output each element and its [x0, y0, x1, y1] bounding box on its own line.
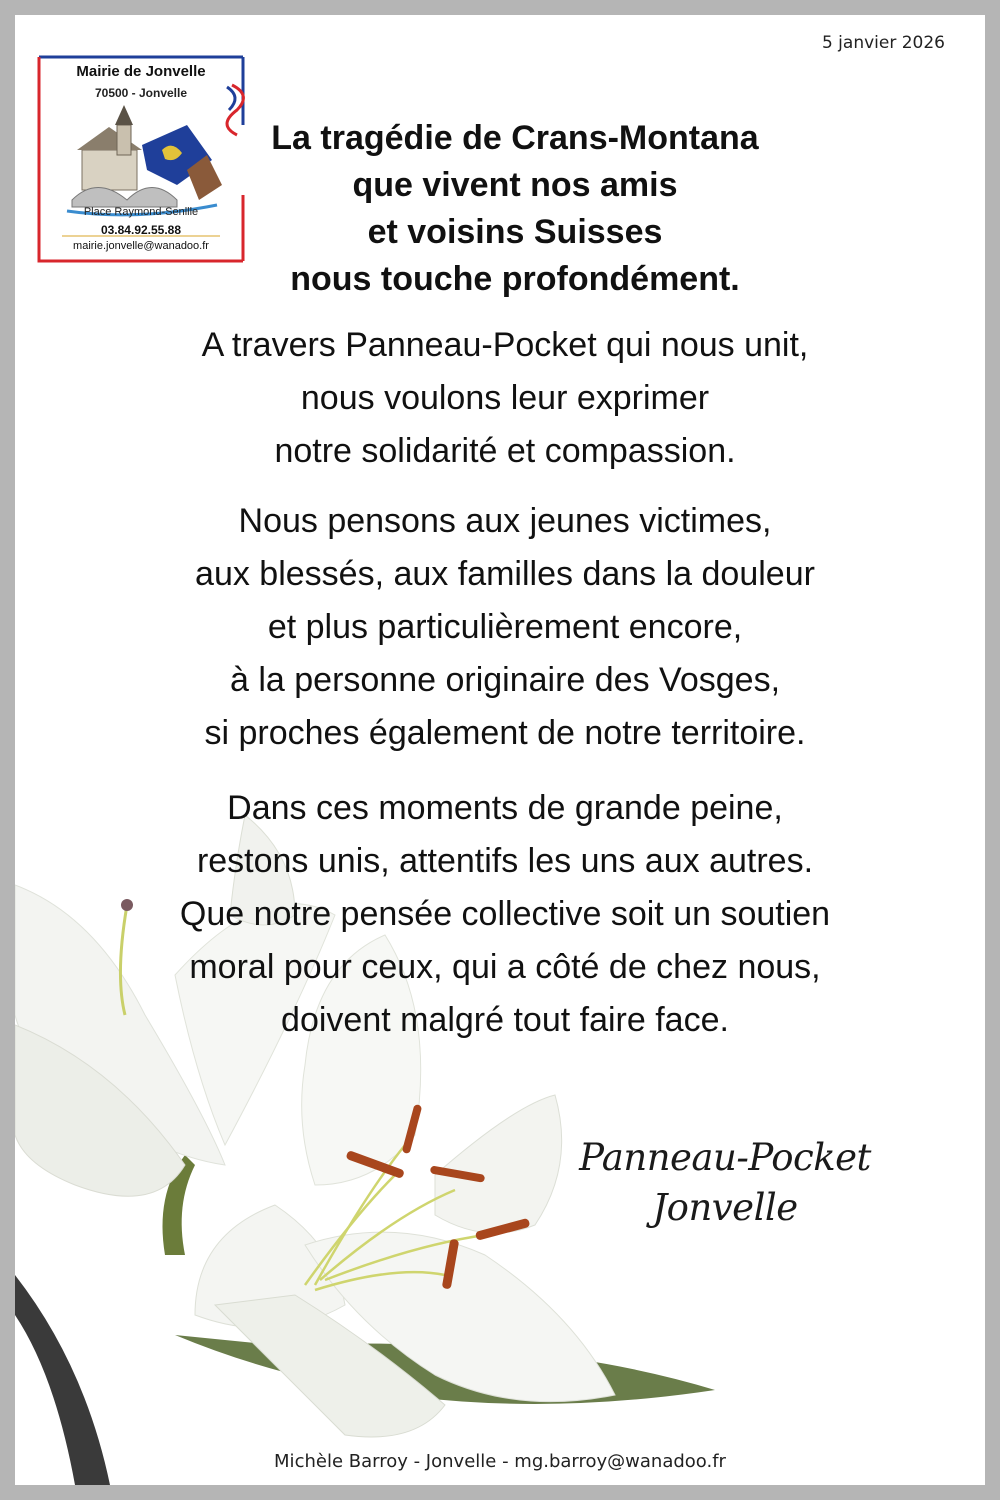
- text-line: aux blessés, aux familles dans la douleur: [195, 555, 815, 593]
- text-line: notre solidarité et compassion.: [274, 432, 736, 470]
- paragraph-victims: [95, 495, 915, 760]
- logo-title: Mairie de Jonvelle: [76, 63, 206, 80]
- text-line: Dans ces moments de grande peine,: [227, 789, 783, 827]
- text-line: nous voulons leur exprimer: [300, 379, 710, 417]
- headline-line: La tragédie de Crans-Montana: [271, 119, 759, 157]
- date-label: 5 janvier 2026: [821, 33, 945, 53]
- headline-line: nous touche profondément.: [290, 260, 740, 298]
- text-line: moral pour ceux, qui a côté de chez nous,: [189, 948, 821, 986]
- paragraph-unity: [95, 782, 915, 1047]
- headline-line: que vivent nos amis: [352, 166, 678, 204]
- signature-line: Panneau-Pocket: [579, 1136, 871, 1179]
- text-line: doivent malgré tout faire face.: [281, 1001, 729, 1039]
- logo-phone: 03.84.92.55.88: [100, 223, 182, 237]
- text-line: A travers Panneau-Pocket qui nous unit,: [201, 326, 809, 364]
- text-line: Nous pensons aux jeunes victimes,: [238, 502, 772, 540]
- text-line: restons unis, attentifs les uns aux autres.: [196, 842, 814, 880]
- paragraph-solidarity: [95, 319, 915, 478]
- text-line: si proches également de notre territoire.: [204, 714, 806, 752]
- text-line: et plus particulièrement encore,: [267, 608, 743, 646]
- signature-line: Jonvelle: [652, 1186, 798, 1229]
- signature: [550, 1133, 900, 1233]
- headline-line: et voisins Suisses: [367, 213, 663, 251]
- logo-email: mairie.jonvelle@wanadoo.fr: [73, 240, 209, 252]
- text-line: à la personne originaire des Vosges,: [229, 661, 781, 699]
- logo-postal-code: 70500 - Jonvelle: [94, 86, 188, 100]
- text-line: Que notre pensée collective soit un soutien: [179, 895, 831, 933]
- logo-address: Place Raymond-Senllle: [83, 206, 199, 218]
- poster-page: [15, 15, 985, 1485]
- headline: [200, 115, 830, 303]
- footer-credit: Michèle Barroy - Jonvelle - mg.barroy@wanadoo.fr: [274, 1451, 726, 1472]
